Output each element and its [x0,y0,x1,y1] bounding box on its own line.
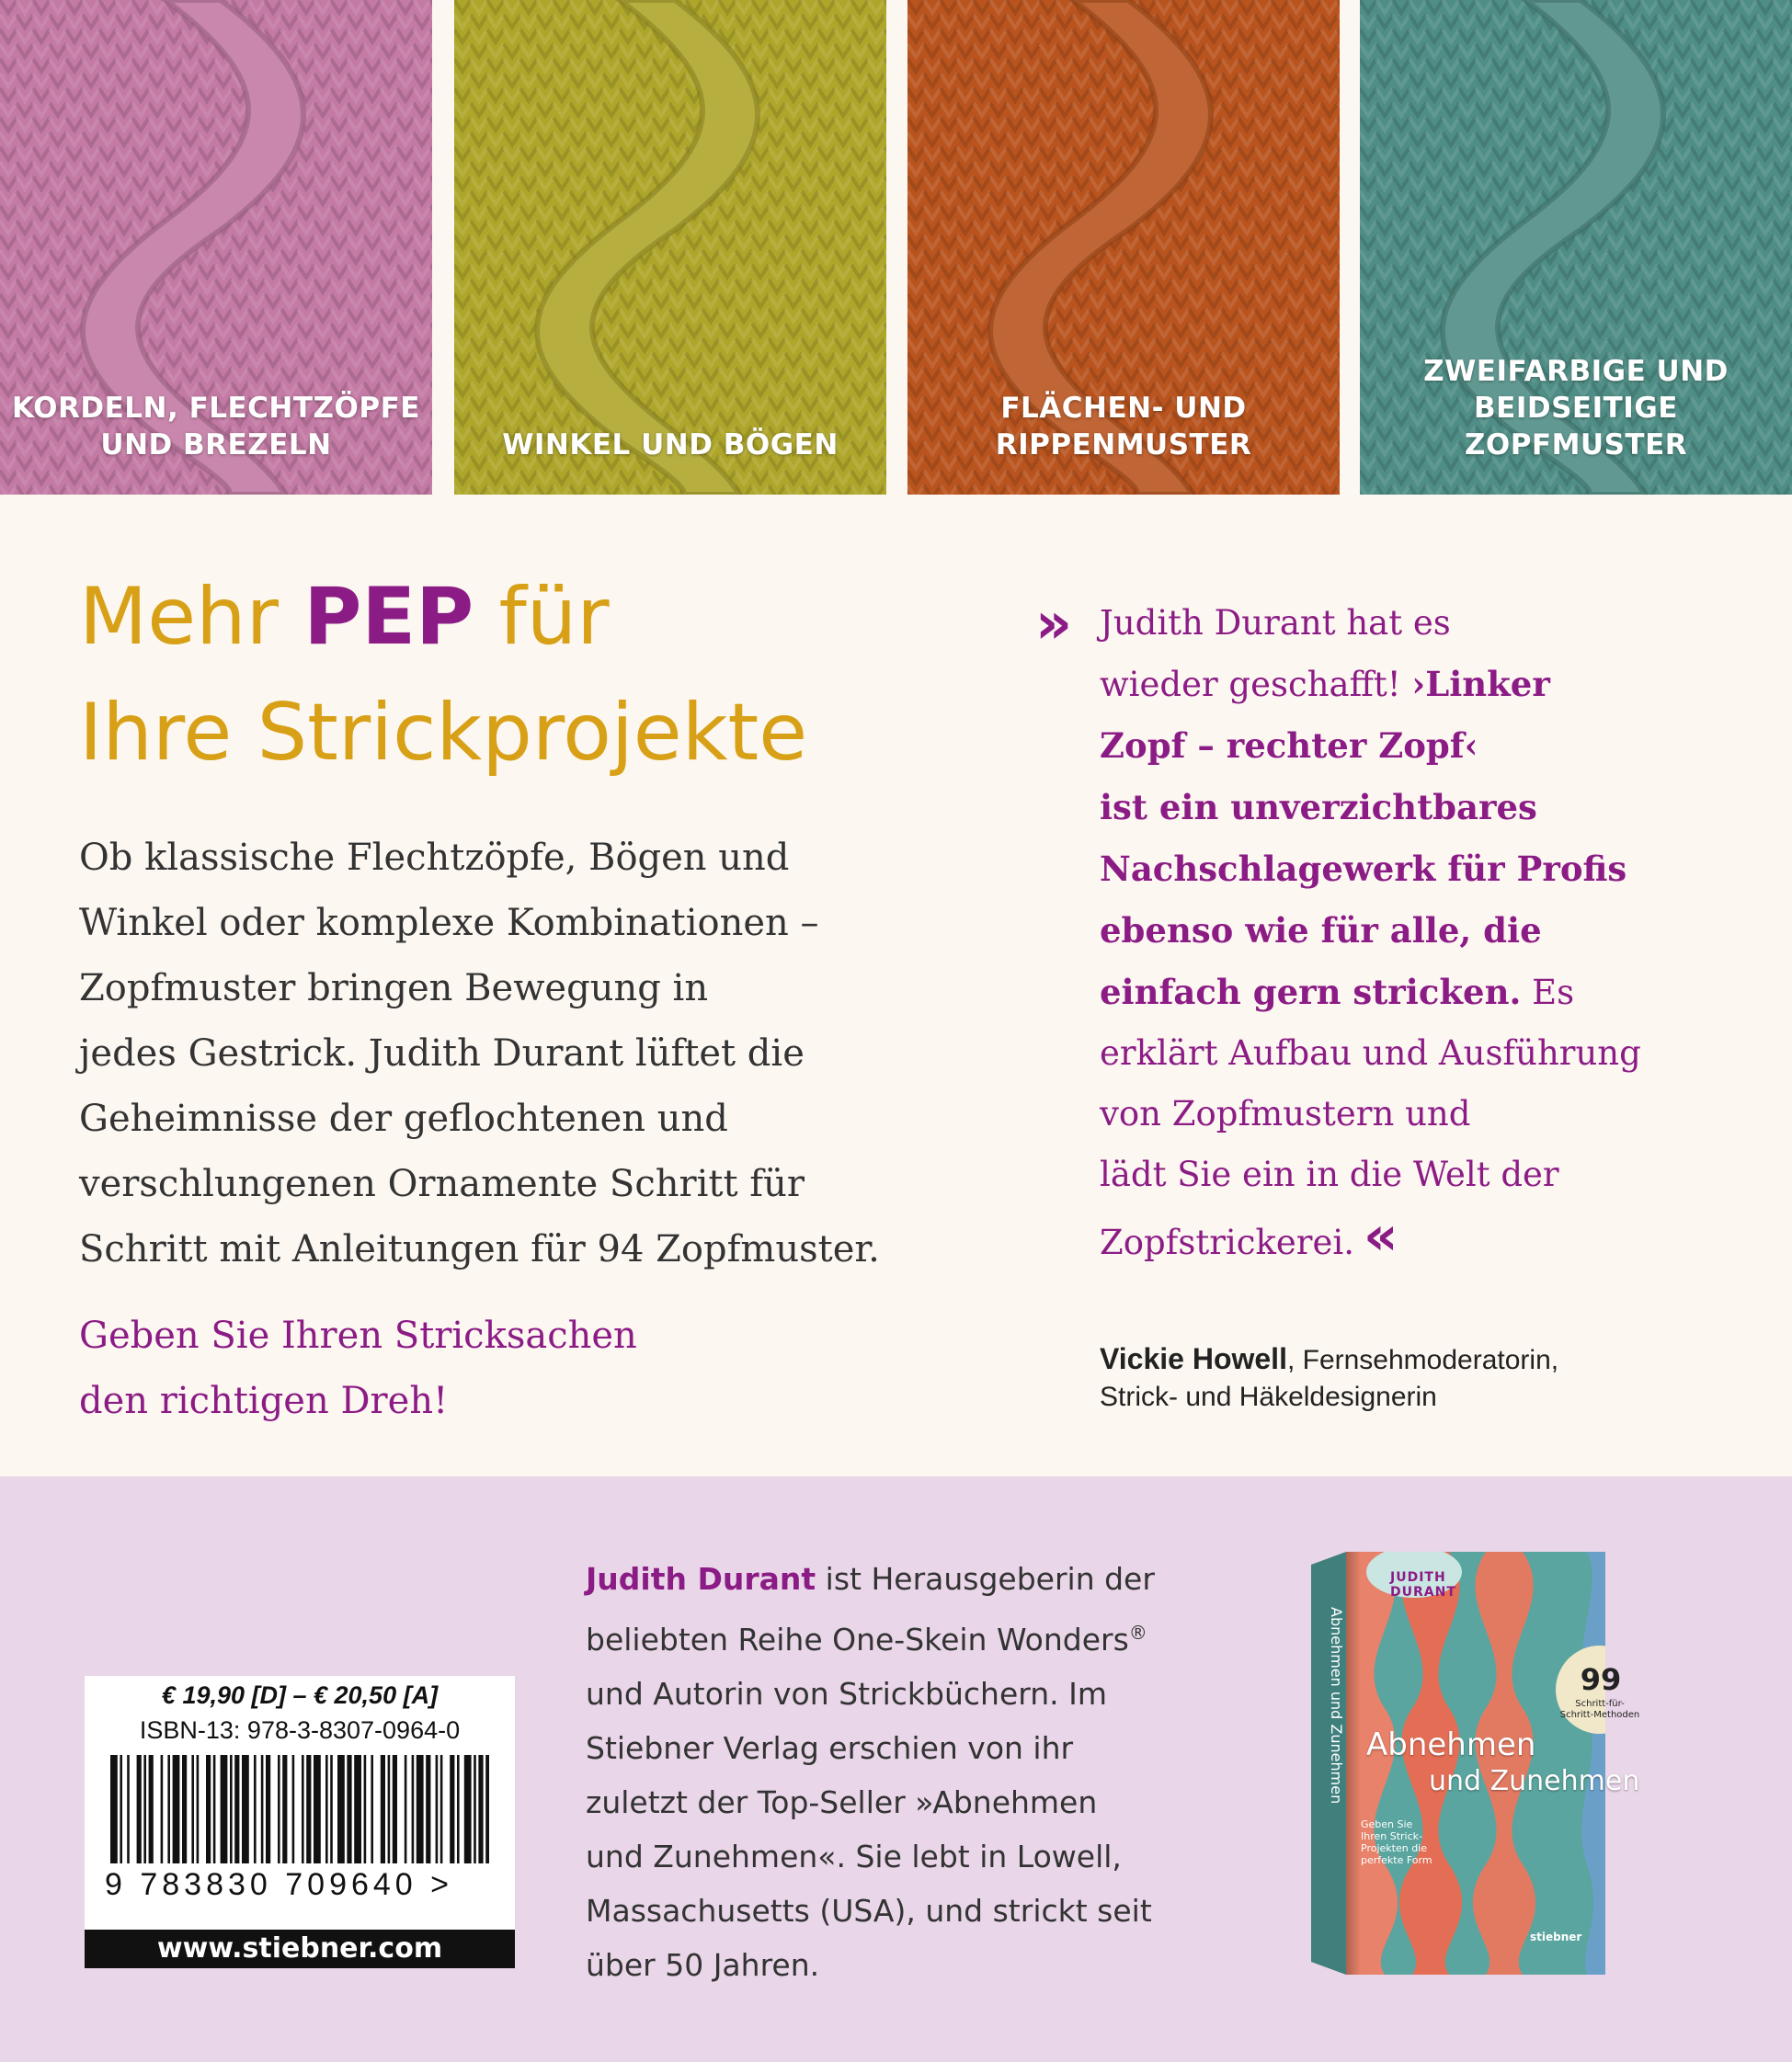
quote-attribution [1100,1340,1762,1416]
intro-line: Winkel oder komplexe Kombinationen – [79,902,819,944]
bio-line: über 50 Jahren. [586,1947,820,1983]
barcode-bar [364,1755,367,1863]
barcode-bar [412,1755,415,1863]
swatch-label-line: WINKEL UND BÖGEN [502,428,839,461]
quote-text: wieder geschafft! [1100,665,1412,704]
barcode-bar [478,1755,483,1863]
barcode-digits: 9 783830 709640 > [105,1867,454,1902]
attribution-role: , Fernsehmoderatorin, [1286,1345,1559,1375]
barcode-bar [266,1755,270,1863]
isbn-label: ISBN-13: 978-3-8307-0964-0 [139,1716,461,1744]
barcode-bar [371,1755,373,1863]
quote-line [1100,962,1743,1023]
testimonial-quote [1100,593,1743,1273]
quote-line [1100,654,1743,715]
barcode-bar [381,1755,385,1863]
barcode-bar [388,1755,391,1863]
swatch-twocolor-reversible [1360,0,1792,495]
bio-author-name: Judith Durant [586,1561,816,1597]
quote-bold: Zopf – rechter Zopf‹ [1100,725,1478,766]
call-to-action [79,1304,907,1434]
barcode-bar [278,1755,280,1863]
swatch-label-line: FLÄCHEN- UND [1000,392,1247,425]
quote-text: Zopfstrickerei. [1100,1223,1354,1262]
barcode [110,1755,489,1869]
quote-line: von Zopfmustern und [1100,1094,1471,1134]
barcode-bar [161,1755,164,1863]
headline [79,559,1035,791]
barcode-bar [206,1755,211,1863]
barcode-bar [314,1755,321,1863]
registered-mark: ® [1128,1622,1147,1644]
barcode-bar [464,1755,472,1863]
book-publisher: stiebner [1530,1931,1582,1943]
swatch-label [907,390,1340,463]
quote-bold: ›Linker [1411,664,1550,704]
barcode-bar [173,1755,180,1863]
attribution-line [1100,1340,1762,1379]
intro-paragraph [79,826,1008,1282]
quote-line: erklärt Aufbau und Ausführung [1100,1033,1641,1073]
barcode-bar [330,1755,333,1863]
bio-line: zuletzt der Top-Seller »Abnehmen [586,1784,1098,1820]
book-author: JUDITH DURANT [1390,1570,1456,1600]
quote-bold: Nachschlagewerk für Profis [1100,849,1627,889]
barcode-bar [306,1755,311,1863]
bio-line [586,1606,1248,1667]
swatch-label [0,390,432,463]
swatch-label-line: UND BREZELN [100,428,332,461]
quote-open-mark: » [1035,589,1073,656]
barcode-bar [137,1755,142,1863]
swatch-angles-arcs [454,0,886,495]
barcode-bar [254,1755,257,1863]
book-title: Abnehmen [1366,1726,1536,1763]
price-barcode-box [85,1676,515,1968]
book-title-sub: und Zunehmen [1429,1765,1640,1797]
intro-line: verschlungenen Ornamente Schritt für [79,1163,805,1205]
barcode-bar [213,1755,216,1863]
barcode-bar [354,1755,361,1863]
barcode-bar [337,1755,345,1863]
swatch-surface-rib [907,0,1340,495]
barcode-bar [440,1755,443,1863]
headline-line-1 [79,559,1035,675]
barcode-bar [197,1755,200,1863]
bio-line [586,1552,1248,1606]
barcode-bar [436,1755,439,1863]
barcode-bar [242,1755,249,1863]
book-tagline: Geben Sie Ihren Strick-Projekten die perfekte Form [1361,1818,1432,1866]
swatch-label [454,427,886,463]
headline-line-2: Ihre Strickprojekte [79,687,808,779]
book-cover-image [1311,1552,1640,1975]
bio-line: Massachusetts (USA), und strickt seit [586,1893,1152,1929]
swatch-strip [0,0,1792,495]
cta-line: Geben Sie Ihren Stricksachen [79,1315,637,1357]
bio-text: ist Herausgeberin der [816,1561,1155,1597]
barcode-bar [261,1755,264,1863]
barcode-bar [191,1755,194,1863]
quote-line [1100,1205,1743,1273]
cta-line: den richtigen Dreh! [79,1380,449,1422]
headline-accent: PEP [303,571,474,663]
swatch-label-line: BEIDSEITIGE ZOPFMUSTER [1464,392,1688,461]
attribution-name: Vickie Howell [1100,1342,1287,1375]
attribution-line: Strick- und Häkeldesignerin [1100,1382,1437,1412]
barcode-bar [230,1755,233,1863]
intro-line: Geheimnisse der geflochtenen und [79,1098,728,1140]
barcode-bar [393,1755,397,1863]
barcode-bar [405,1755,407,1863]
barcode-bar [282,1755,287,1863]
bio-line: und Zunehmen«. Sie lebt in Lowell, [586,1839,1122,1874]
knit-texture [454,0,886,495]
quote-close-mark: « [1363,1204,1398,1267]
book-badge-text: Schritt-für-Schritt-Methoden [1559,1699,1640,1720]
barcode-bar [417,1755,424,1863]
barcode-bar [120,1755,122,1863]
bio-text: beliebten Reihe One-Skein Wonders [586,1622,1129,1658]
quote-text: Es [1521,973,1575,1012]
website-link[interactable]: www.stiebner.com [85,1930,515,1968]
quote-line: lädt Sie ein in die Welt der [1100,1155,1559,1194]
barcode-bar [221,1755,228,1863]
barcode-bar [474,1755,476,1863]
barcode-bar [485,1755,489,1863]
swatch-cords-braids [0,0,432,495]
swatch-label-line: RIPPENMUSTER [995,428,1252,461]
barcode-bar [149,1755,154,1863]
quote-bold: einfach gern stricken. [1100,972,1522,1012]
barcode-bar [450,1755,454,1863]
barcode-bar [347,1755,351,1863]
intro-line: jedes Gestrick. Judith Durant lüftet die [79,1032,805,1075]
barcode-bar [143,1755,146,1863]
quote-bold: ist ein unverzichtbares [1100,787,1537,827]
swatch-label-line: ZWEIFARBIGE UND [1423,355,1729,388]
bio-line: und Autorin von Strickbüchern. Im [586,1676,1108,1712]
intro-line: Schritt mit Anleitungen für 94 Zopfmuster. [79,1228,880,1270]
author-bio [586,1552,1248,1992]
barcode-bar [234,1755,239,1863]
barcode-bar [325,1755,328,1863]
book-badge-number: 99 [1580,1662,1622,1697]
barcode-bar [302,1755,304,1863]
barcode-bar [182,1755,187,1863]
swatch-label-line: KORDELN, FLECHTZÖPFE [12,392,420,425]
barcode-bar [127,1755,130,1863]
intro-line: Ob klassische Flechtzöpfe, Bögen und [79,837,790,879]
headline-text: Mehr [79,571,304,663]
barcode-bar [110,1755,118,1863]
barcode-bar [292,1755,295,1863]
headline-text: für [474,571,610,663]
price-label: € 19,90 [D] – € 20,50 [A] [161,1681,439,1709]
quote-bold: ebenso wie für alle, die [1100,910,1542,951]
barcode-bar [167,1755,170,1863]
barcode-bar [457,1755,460,1863]
quote-line [1100,838,1743,900]
quote-line [1100,777,1743,838]
quote-line [1100,900,1743,962]
intro-line: Zopfmuster bringen Bewegung in [79,967,709,1009]
barcode-bar [426,1755,430,1863]
swatch-label [1360,353,1792,463]
quote-line [1100,715,1743,777]
svg-text:Abnehmen und Zunehmen: Abnehmen und Zunehmen [1328,1607,1345,1805]
book-cover-art [1311,1552,1605,1975]
quote-line: Judith Durant hat es [1100,603,1451,643]
bio-line: Stiebner Verlag erschien von ihr [586,1730,1074,1766]
